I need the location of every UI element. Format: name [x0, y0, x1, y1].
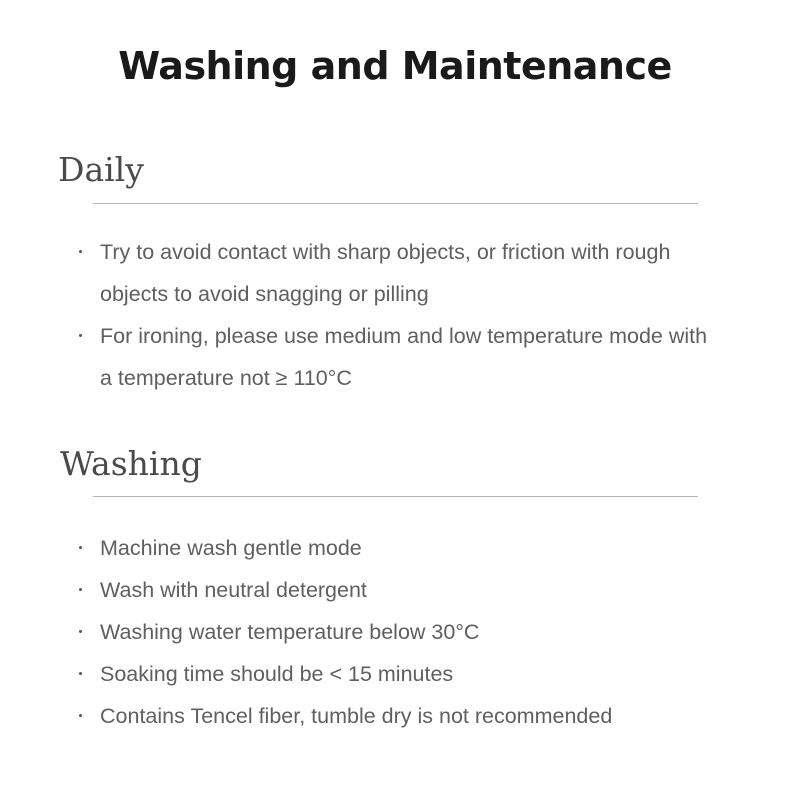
list-item: Washing water temperature below 30°C [75, 611, 715, 653]
list-item: Soaking time should be < 15 minutes [75, 653, 715, 695]
list-item: Machine wash gentle mode [75, 527, 715, 569]
section-heading-washing: Washing [60, 444, 202, 483]
list-item: For ironing, please use medium and low temperature mode with a temperature not ≥ 110°C [75, 315, 715, 399]
list-item: Contains Tencel fiber, tumble dry is not recommended [75, 695, 715, 737]
page-title: Washing and Maintenance [118, 44, 672, 88]
list-item: Try to avoid contact with sharp objects, or friction with rough objects to avoid snagging or pilling [75, 231, 715, 315]
divider-washing [93, 496, 698, 497]
list-item: Wash with neutral detergent [75, 569, 715, 611]
section-heading-daily: Daily [58, 150, 144, 189]
divider-daily [93, 203, 698, 204]
washing-list [75, 527, 715, 737]
daily-list [75, 231, 715, 399]
